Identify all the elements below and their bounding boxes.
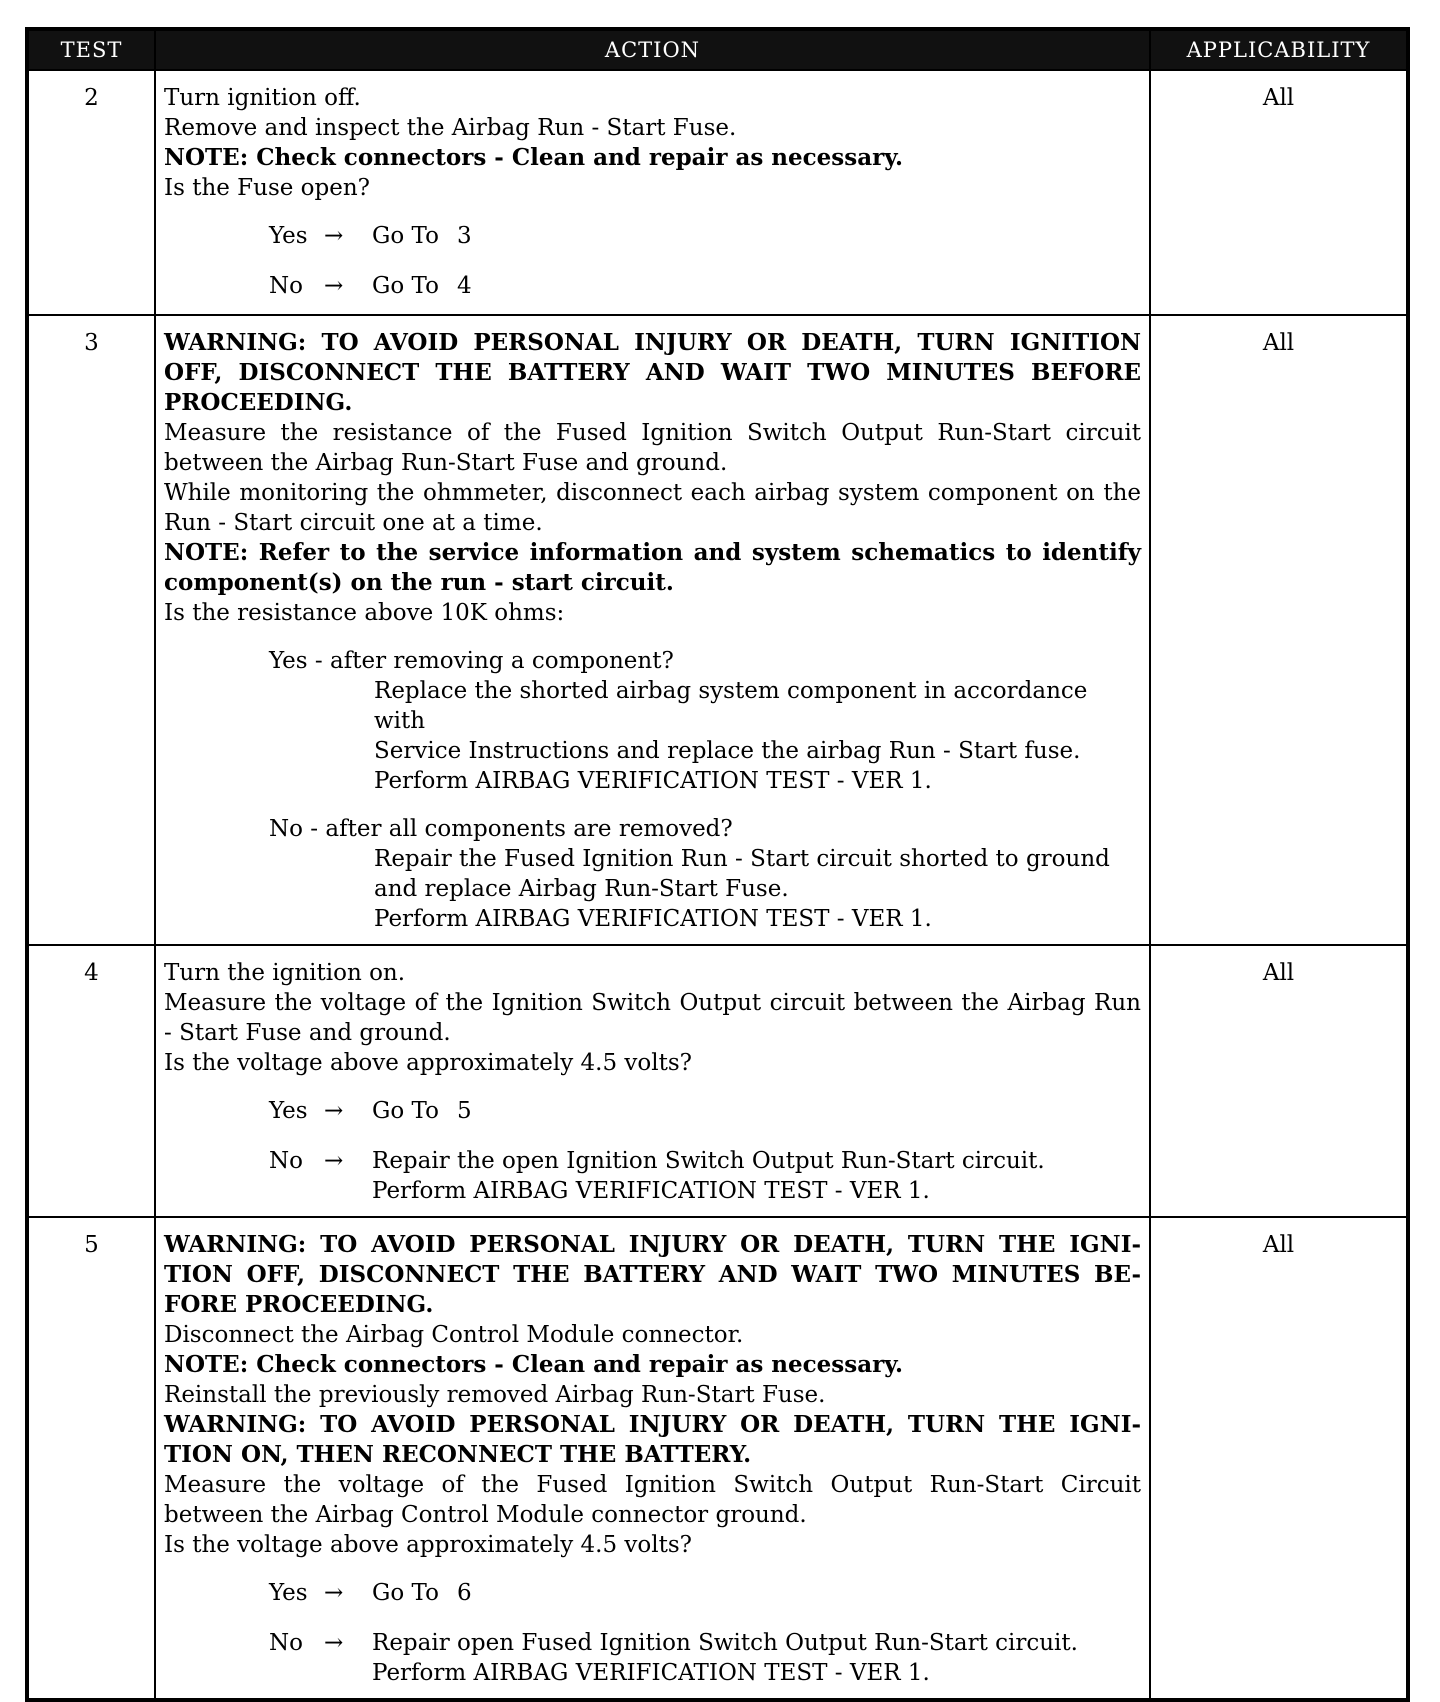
table-header-row — [27, 29, 1408, 70]
question-text: Is the voltage above approximately 4.5 volts? — [164, 1532, 693, 1558]
result-line: Perform AIRBAG VERIFICATION TEST - VER 1. — [372, 1178, 930, 1204]
answer-label: No — [269, 273, 303, 299]
branch-list — [269, 221, 1141, 301]
arrow-icon: → — [324, 1580, 344, 1606]
goto-label: Go To — [372, 1098, 439, 1124]
goto-target: 4 — [457, 273, 472, 299]
condition-detail: Repair the Fused Ignition Run - Start circuit shorted to ground — [374, 846, 1110, 872]
goto-label: Go To — [372, 273, 439, 299]
goto-target: 3 — [457, 223, 472, 249]
table-row — [27, 315, 1408, 945]
branch-list — [269, 1096, 1141, 1206]
condition-detail: Service Instructions and replace the airbag Run - Start fuse. — [374, 738, 1081, 764]
goto-target: 5 — [457, 1098, 472, 1124]
action-text: Turn ignition off. — [164, 85, 361, 111]
branch-no — [269, 1146, 1141, 1206]
answer-label: No — [269, 1148, 303, 1174]
arrow-icon: → — [324, 1630, 344, 1656]
condition-list — [269, 646, 1141, 934]
action-cell — [155, 1217, 1150, 1700]
branch-yes — [269, 1096, 1141, 1126]
goto-target: 6 — [457, 1580, 472, 1606]
branch-yes — [269, 1578, 1141, 1608]
action-text: Turn the ignition on. — [164, 960, 406, 986]
table-row — [27, 70, 1408, 315]
action-text: Measure the voltage of the Ignition Switch Output circuit between the Airbag Run - Start Fuse and ground. — [164, 990, 1141, 1046]
test-number: 2 — [27, 70, 155, 315]
answer-label: Yes — [269, 1098, 308, 1124]
header-action: ACTION — [155, 29, 1150, 70]
arrow-icon: → — [324, 273, 344, 299]
header-test: TEST — [27, 29, 155, 70]
answer-label: Yes — [269, 1580, 308, 1606]
test-number: 4 — [27, 945, 155, 1217]
action-text: Reinstall the previously removed Airbag Run-Start Fuse. — [164, 1382, 826, 1408]
question-text: Is the Fuse open? — [164, 175, 371, 201]
action-cell — [155, 945, 1150, 1217]
branch-list — [269, 1578, 1141, 1688]
condition-detail: Replace the shorted airbag system component in accordance with — [374, 678, 1088, 734]
note-text: NOTE: Check connectors - Clean and repair as necessary. — [164, 144, 903, 171]
warning-text: WARNING: TO AVOID PERSONAL INJURY OR DEATH, TURN IGNITION OFF, DISCONNECT THE BATTERY AND WAIT TWO MINUTES BEFORE PROCEEDING. — [164, 329, 1141, 416]
applicability-cell: All — [1150, 70, 1408, 315]
condition-label: Yes - after removing a component? — [269, 648, 674, 674]
action-text: Measure the resistance of the Fused Ignition Switch Output Run-Start circuit between the Airbag Run-Start Fuse and ground. — [164, 420, 1141, 476]
condition-yes — [269, 646, 1141, 796]
question-text: Is the resistance above 10K ohms: — [164, 600, 565, 626]
question-text: Is the voltage above approximately 4.5 volts? — [164, 1050, 693, 1076]
answer-label: Yes — [269, 223, 308, 249]
condition-detail: Perform AIRBAG VERIFICATION TEST - VER 1. — [374, 906, 932, 932]
branch-yes — [269, 221, 1141, 251]
arrow-icon: → — [324, 223, 344, 249]
condition-detail: and replace Airbag Run-Start Fuse. — [374, 876, 789, 902]
answer-label: No — [269, 1630, 303, 1656]
action-text: Remove and inspect the Airbag Run - Start Fuse. — [164, 115, 737, 141]
action-cell — [155, 70, 1150, 315]
condition-no — [269, 814, 1141, 934]
applicability-cell: All — [1150, 315, 1408, 945]
note-text: NOTE: Check connectors - Clean and repair as necessary. — [164, 1351, 903, 1378]
warning-text: WARNING: TO AVOID PERSONAL INJURY OR DEATH, TURN THE IGNI-TION OFF, DISCONNECT THE BATTERY AND WAIT TWO MINUTES BE-FORE PROCEEDING. — [164, 1231, 1141, 1318]
action-text: Measure the voltage of the Fused Ignition Switch Output Run-Start Circuit between the Airbag Control Module connector ground. — [164, 1472, 1141, 1528]
arrow-icon: → — [324, 1098, 344, 1124]
result-line: Repair open Fused Ignition Switch Output Run-Start circuit. — [372, 1630, 1078, 1656]
applicability-cell: All — [1150, 945, 1408, 1217]
applicability-cell: All — [1150, 1217, 1408, 1700]
result-line: Perform AIRBAG VERIFICATION TEST - VER 1. — [372, 1660, 930, 1686]
goto-label: Go To — [372, 1580, 439, 1606]
header-applicability: APPLICABILITY — [1150, 29, 1408, 70]
note-text: NOTE: Refer to the service information and system schematics to identify component(s) on the run - start circuit. — [164, 539, 1141, 596]
condition-detail: Perform AIRBAG VERIFICATION TEST - VER 1. — [374, 768, 932, 794]
table-row — [27, 1217, 1408, 1700]
table-row — [27, 945, 1408, 1217]
action-cell — [155, 315, 1150, 945]
result-line: Repair the open Ignition Switch Output Run-Start circuit. — [372, 1148, 1045, 1174]
arrow-icon: → — [324, 1148, 344, 1174]
branch-no — [269, 1628, 1141, 1688]
test-number: 5 — [27, 1217, 155, 1700]
diagnostic-test-table — [25, 27, 1410, 1702]
warning-text: WARNING: TO AVOID PERSONAL INJURY OR DEATH, TURN THE IGNI-TION ON, THEN RECONNECT THE BATTERY. — [164, 1411, 1141, 1468]
branch-no — [269, 271, 1141, 301]
action-text: While monitoring the ohmmeter, disconnect each airbag system component on the Run - Start circuit one at a time. — [164, 480, 1141, 536]
branch-result — [372, 1628, 1141, 1688]
test-number: 3 — [27, 315, 155, 945]
condition-label: No - after all components are removed? — [269, 816, 733, 842]
branch-result — [372, 1146, 1141, 1206]
action-text: Disconnect the Airbag Control Module connector. — [164, 1322, 744, 1348]
goto-label: Go To — [372, 223, 439, 249]
